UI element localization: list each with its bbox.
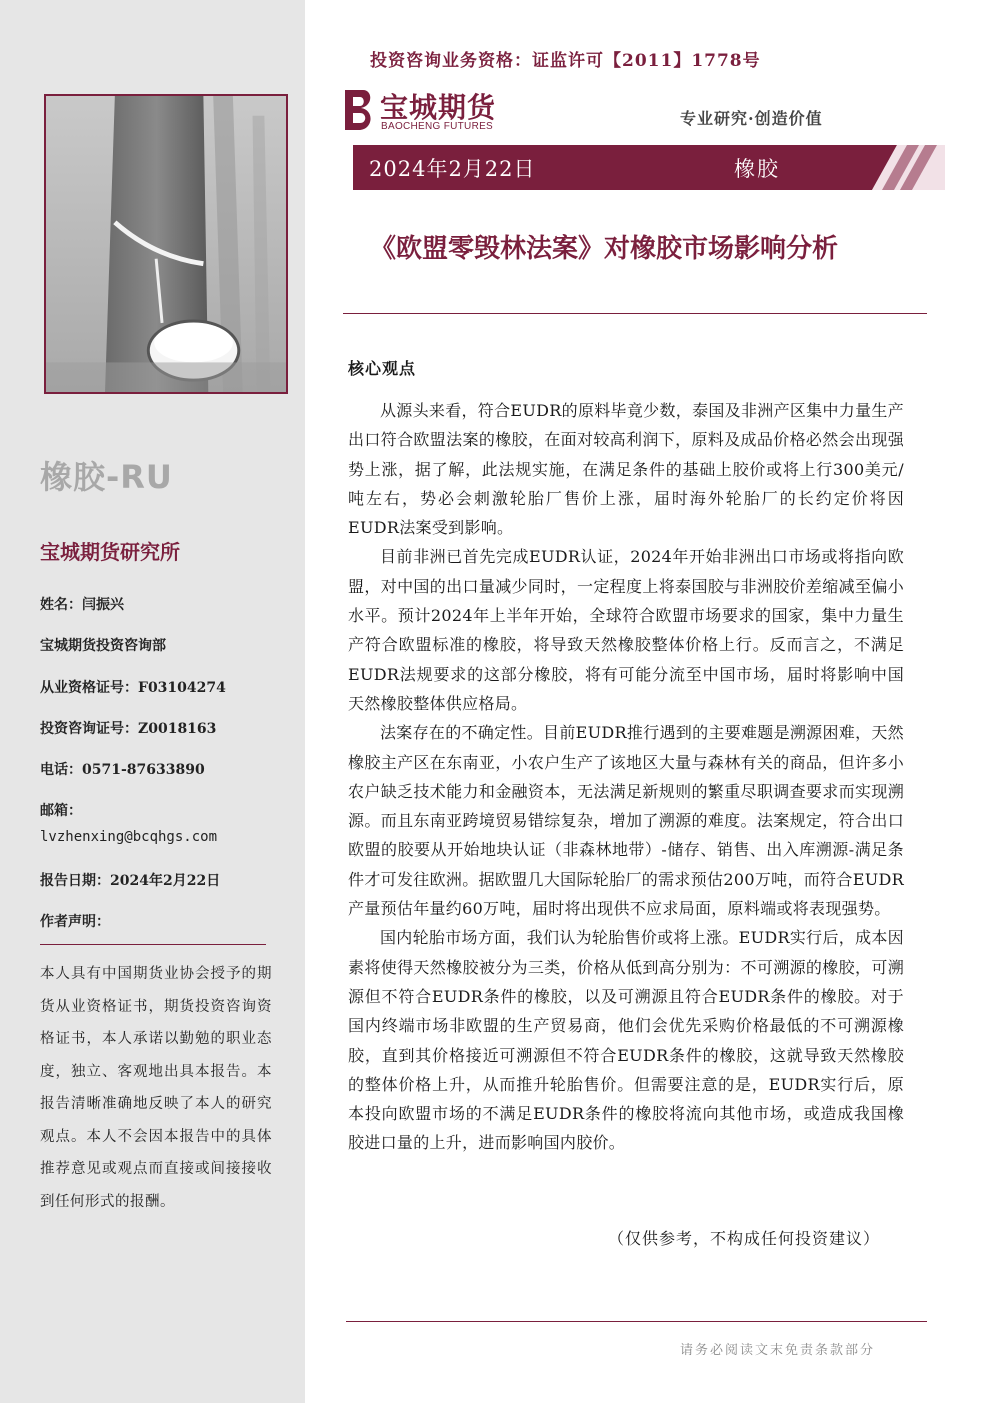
statement-divider [40,944,266,945]
company-logo-icon [341,88,375,132]
date-banner [353,145,945,190]
department: 宝城期货投资咨询部 [40,638,166,654]
rubber-tree-image [46,96,286,392]
paragraph: 法案存在的不确定性。目前EUDR推行遇到的主要难题是溯源困难，天然橡胶主产区在东南亚，小农户生产了该地区大量与森林有关的商品，但许多小农户缺乏技术能力和金融资本，无法满足新规则的繁重尽职调查要求而实现溯源。而且东南亚跨境贸易错综复杂，增加了溯源的难度。法案规定，符合出口欧盟的胶要从开始地块认证（非森林地带）-储存、销售、出入库溯源-满足条件才可发往欧洲。据欧盟几大国际轮胎厂的需求预估200万吨，而符合EUDR产量预估年量约60万吨，届时将出现供不应求局面，原料端或将表现强势。 [348,723,904,919]
paragraph: 从源头来看，符合EUDR的原料毕竟少数，泰国及非洲产区集中力量生产出口符合欧盟法案的橡胶，在面对较高利润下，原料及成品价格必然会出现强势上涨，据了解，此法规实施，在满足条件的基础上胶价或将上行300美元/吨左右，势必会刺激轮胎厂售价上涨，届时海外轮胎厂的长约定价将因EUDR法案受到影响。 [348,401,904,538]
product-code: 橡胶-RU [40,458,173,496]
qualification-line: 投资咨询业务资格：证监许可【2011】1778号 [370,51,761,71]
sidebar [0,0,305,1403]
rubber-tapping-photo [44,94,288,394]
analyst-name: 姓名：闫振兴 [40,597,124,613]
advisory-cert: 投资咨询证号：Z0018163 [40,721,217,737]
footer-divider [346,1321,927,1322]
title-divider [343,313,927,314]
institute-name: 宝城期货研究所 [40,540,180,564]
slogan: 专业研究·创造价值 [680,109,823,128]
investment-disclaimer: （仅供参考，不构成任何投资建议） [608,1229,881,1248]
report-title: 《欧盟零毁林法案》对橡胶市场影响分析 [370,234,839,264]
practice-cert: 从业资格证号：F03104274 [40,680,226,696]
report-date: 报告日期：2024年2月22日 [40,873,221,889]
paragraph: 目前非洲已首先完成EUDR认证，2024年开始非洲出口市场或将指向欧盟，对中国的出口量减少同时，一定程度上将泰国胶与非洲胶价差缩减至偏小水平。预计2024年上半年开始，全球符合欧盟市场要求的国家，集中力量生产符合欧盟标准的橡胶，将导致天然橡胶整体价格上行。反而言之，不满足EUDR法规要求的这部分橡胶，将有可能分流至中国市场，届时将影响中国天然橡胶整体供应格局。 [348,547,904,713]
company-logo-text: 宝城期货 [380,91,497,124]
statement-label: 作者声明： [40,914,110,930]
paragraph: 国内轮胎市场方面，我们认为轮胎售价或将上涨。EUDR实行后，成本因素将使得天然橡胶被分为三类，价格从低到高分别为：不可溯源的橡胶，可溯源但不符合EUDR条件的橡胶，以及可溯源且符合EUDR条件的橡胶。对于国内终端市场非欧盟的生产贸易商，他们会优先采购价格最低的不可溯源橡胶，直到其价格接近可溯源但不符合EUDR条件的橡胶，这就导致天然橡胶的整体价格上升，从而推升轮胎售价。但需要注意的是，EUDR实行后，原本投向欧盟市场的不满足EUDR条件的橡胶将流向其他市场，或造成我国橡胶进口量的上升，进而影响国内胶价。 [348,928,904,1153]
email-link[interactable]: lvzhenxing@bcqhgs.com [40,829,218,845]
section-heading: 核心观点 [348,359,417,378]
email-label: 邮箱： [40,803,82,819]
banner-date: 2024年2月22日 [369,157,536,181]
banner-sector: 橡胶 [734,157,780,181]
footer-note: 请务必阅读文末免责条款部分 [680,1343,876,1358]
company-logo-english: BAOCHENG FUTURES [381,121,494,132]
phone: 电话：0571-87633890 [40,762,205,778]
author-statement: 本人具有中国期货业协会授予的期货从业资格证书，期货投资咨询资格证书，本人承诺以勤勉的职业态度，独立、客观地出具本报告。本报告清晰准确地反映了本人的研究观点。本人不会因本报告中的具体推荐意见或观点而直接或间接接收到任何形式的报酬。 [40,966,272,1210]
report-body [348,396,904,1158]
